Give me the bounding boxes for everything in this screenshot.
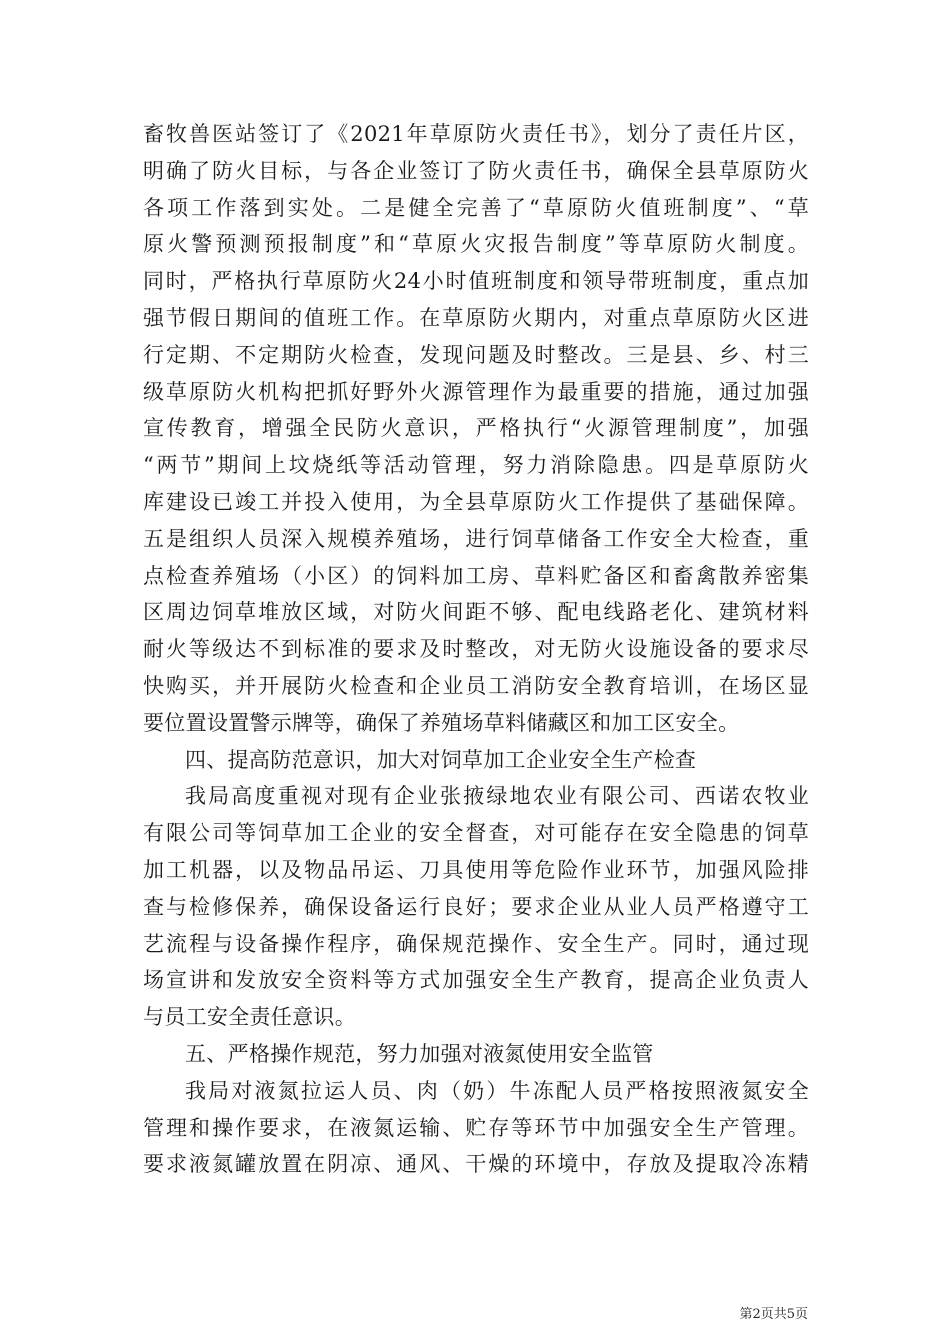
text-line: 管理和操作要求，在液氮运输、贮存等环节中加强安全生产管理。 xyxy=(143,1115,809,1140)
text-line: 快购买，并开展防火检查和企业员工消防安全教育培训，在场区显 xyxy=(143,673,809,698)
text-line: 耐火等级达不到标准的要求及时整改，对无防火设施设备的要求尽 xyxy=(143,637,809,662)
text-line: 明确了防火目标，与各企业签订了防火责任书，确保全县草原防火 xyxy=(143,158,809,183)
text-line: 库建设已竣工并投入使用，为全县草原防火工作提供了基础保障。 xyxy=(143,489,809,514)
text-line: 行定期、不定期防火检查，发现问题及时整改。三是县、乡、村三 xyxy=(143,342,809,367)
text-line: 我局对液氮拉运人员、肉（奶）牛冻配人员严格按照液氮安全 xyxy=(185,1078,809,1103)
text-line: 五是组织人员深入规模养殖场，进行饲草储备工作安全大检查，重 xyxy=(143,526,809,551)
text-line: 五、严格操作规范，努力加强对液氮使用安全监管 xyxy=(185,1041,654,1066)
text-line: 要求液氮罐放置在阴凉、通风、干燥的环境中，存放及提取冷冻精 xyxy=(143,1152,809,1177)
text-line: 我局高度重视对现有企业张掖绿地农业有限公司、西诺农牧业 xyxy=(185,784,809,809)
text-line: 艺流程与设备操作程序，确保规范操作、安全生产。同时，通过现 xyxy=(143,931,809,956)
text-line: 级草原防火机构把抓好野外火源管理作为最重要的措施，通过加强 xyxy=(143,379,809,404)
text-line: 畜牧兽医站签订了《2021年草原防火责任书》，划分了责任片区， xyxy=(143,122,809,146)
text-line: 与员工安全责任意识。 xyxy=(143,1005,356,1030)
text-line: 加工机器，以及物品吊运、刀具使用等危险作业环节，加强风险排 xyxy=(143,857,809,882)
text-line: 场宣讲和发放安全资料等方式加强安全生产教育，提高企业负责人 xyxy=(143,968,809,993)
text-line: 强节假日期间的值班工作。在草原防火期内，对重点草原防火区进 xyxy=(143,305,809,330)
text-line: 要位置设置警示牌等，确保了养殖场草料储藏区和加工区安全。 xyxy=(143,710,740,735)
page-number: 第2页共5页 xyxy=(739,1307,808,1322)
text-line: 原火警预测预报制度”和“草原火灾报告制度”等草原防火制度。 xyxy=(143,232,809,257)
text-line: 有限公司等饲草加工企业的安全督查，对可能存在安全隐患的饲草 xyxy=(143,821,809,846)
text-line: 点检查养殖场（小区）的饲料加工房、草料贮备区和畜禽散养密集 xyxy=(143,563,809,588)
body-text xyxy=(143,116,809,1183)
text-line: 各项工作落到实处。二是健全完善了“草原防火值班制度”、“草 xyxy=(143,195,809,220)
text-line: 四、提高防范意识，加大对饲草加工企业安全生产检查 xyxy=(185,747,697,772)
text-line: “两节”期间上坟烧纸等活动管理，努力消除隐患。四是草原防火 xyxy=(143,453,809,478)
text-line: 区周边饲草堆放区域，对防火间距不够、配电线路老化、建筑材料 xyxy=(143,600,809,625)
text-line: 查与检修保养，确保设备运行良好；要求企业从业人员严格遵守工 xyxy=(143,894,809,919)
text-line: 宣传教育，增强全民防火意识，严格执行“火源管理制度”，加强 xyxy=(143,416,809,441)
text-line: 同时，严格执行草原防火24小时值班制度和领导带班制度，重点加 xyxy=(143,269,809,294)
